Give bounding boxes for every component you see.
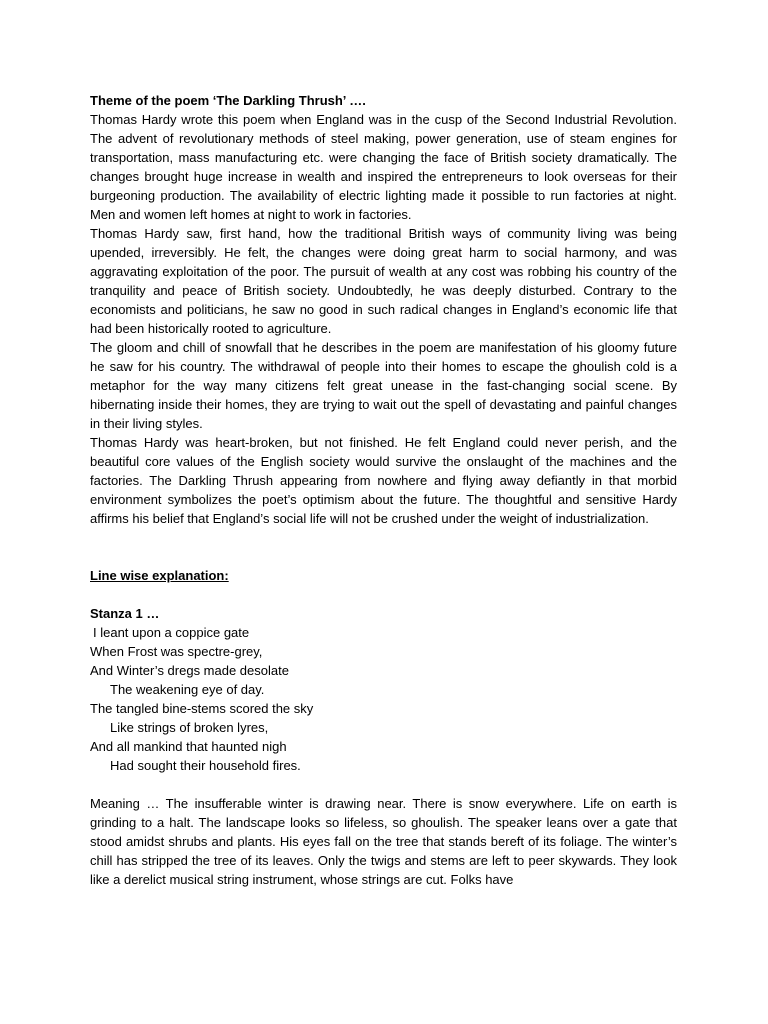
paragraph-1: Thomas Hardy wrote this poem when England was in the cusp of the Second Industrial Revolution. The advent of revolutionary methods of steel making, power generation, use of steam engines for transportation, mass manufacturing etc. were changing the face of British society dramatically. The changes brought huge increase in wealth and inspired the entrepreneurs to look overseas for their burgeoning production. The availability of electric lighting made it possible to run factories at night. Men and women left homes at night to work in factories. [90, 112, 677, 222]
section-heading: Line wise explanation: [90, 568, 229, 583]
stanza-heading: Stanza 1 … [90, 606, 160, 621]
paragraph-3: The gloom and chill of snowfall that he describes in the poem are manifestation of his gloomy future he saw for his country. The withdrawal of people into their homes to escape the ghoulish cold is a metaphor for the way many citizens felt great unease in the fast-changing social scene. By hibernating inside their homes, they are trying to wait out the spell of devastating and painful changes in their living styles. [90, 340, 677, 431]
poem-line: And all mankind that haunted nigh [90, 739, 287, 754]
poem-line: Had sought their household fires. [110, 758, 301, 773]
document-title: Theme of the poem ‘The Darkling Thrush’ …. [90, 93, 366, 108]
paragraph-4: Thomas Hardy was heart-broken, but not finished. He felt England could never perish, and the beautiful core values of the English society would survive the onslaught of the machines and the factories. The Darkling Thrush appearing from nowhere and flying away defiantly in that morbid environment symbolizes the poet’s optimism about the future. The thoughtful and sensitive Hardy affirms his belief that England’s social life will not be crushed under the weight of industrialization. [90, 435, 677, 526]
poem-line: I leant upon a coppice gate [93, 625, 250, 640]
paragraph-2: Thomas Hardy saw, first hand, how the traditional British ways of community living was being upended, irreversibly. He felt, the changes were doing great harm to social harmony, and was aggravating exploitation of the poor. The pursuit of wealth at any cost was robbing his country of the tranquility and peace of British society. Undoubtedly, he was deeply disturbed. Contrary to the economists and politicians, he saw no good in such radical changes in England’s economic life that had been historically rooted to agriculture. [90, 226, 677, 336]
poem-stanza [90, 623, 677, 775]
poem-line: Like strings of broken lyres, [110, 720, 269, 735]
poem-line: And Winter’s dregs made desolate [90, 663, 289, 678]
document-page [90, 91, 677, 889]
meaning-paragraph: Meaning … The insufferable winter is drawing near. There is snow everywhere. Life on earth is grinding to a halt. The landscape looks so lifeless, so ghoulish. The speaker leans over a gate that stood amidst shrubs and plants. His eyes fall on the tree that stands bereft of its foliage. The winter’s chill has stripped the tree of its leaves. Only the twigs and stems are left to peer skywards. They look like a derelict musical string instrument, whose strings are cut. Folks have [90, 796, 677, 887]
poem-line: The tangled bine-stems scored the sky [90, 701, 314, 716]
poem-line: The weakening eye of day. [110, 682, 265, 697]
poem-line: When Frost was spectre-grey, [90, 644, 263, 659]
